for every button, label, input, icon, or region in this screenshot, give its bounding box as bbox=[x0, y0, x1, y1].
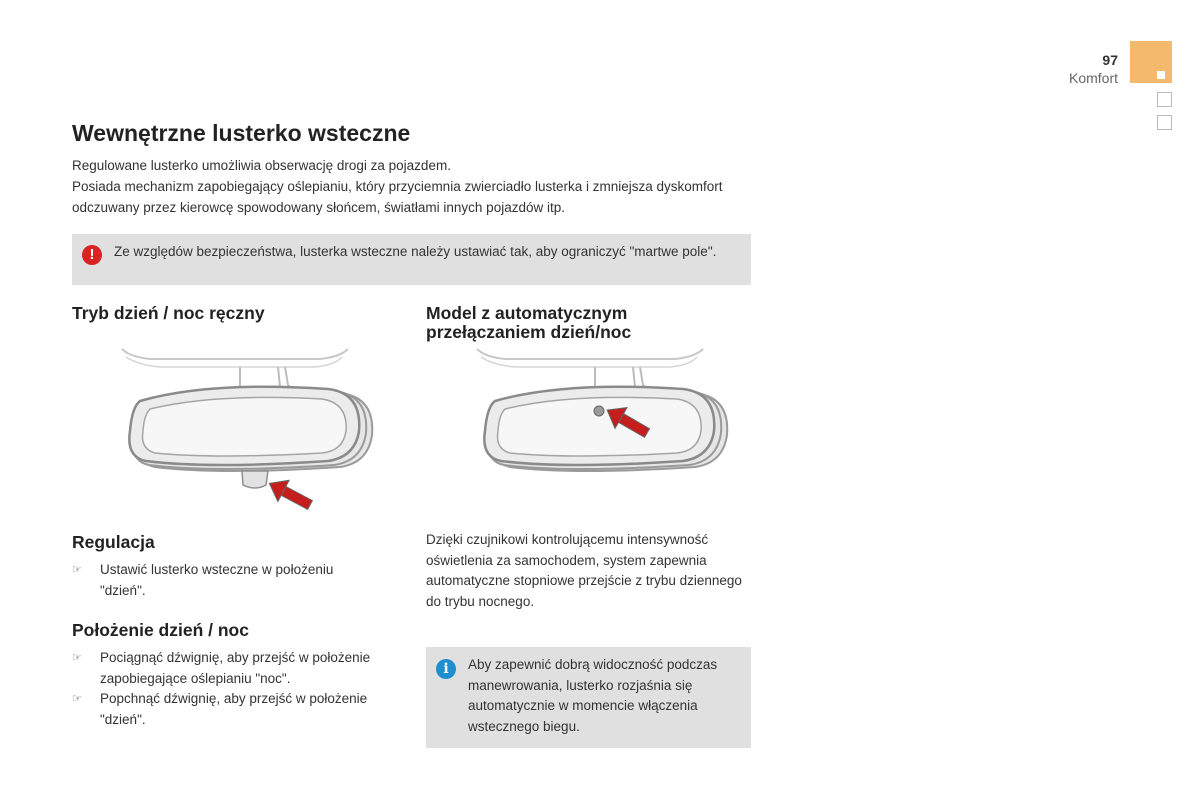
day-night-heading: Położenie dzień / noc bbox=[72, 620, 249, 640]
manual-mode-heading: Tryb dzień / noc ręczny bbox=[72, 303, 265, 323]
list-item-text: Popchnąć dźwignię, aby przejść w położenie "dzień". bbox=[100, 691, 368, 727]
section-tab-box bbox=[1157, 92, 1172, 107]
page-number: 97 bbox=[1102, 52, 1118, 68]
intro-paragraph: Regulowane lusterko umożliwia obserwację drogi za pojazdem. bbox=[72, 158, 451, 173]
warning-text: Ze względów bezpieczeństwa, lusterka wsteczne należy ustawiać tak, aby ograniczyć "martwe pole". bbox=[114, 244, 717, 259]
auto-mode-heading: Model z automatycznym przełączaniem dzień/noc bbox=[426, 303, 632, 342]
regulacja-list bbox=[72, 560, 382, 601]
info-box bbox=[426, 647, 751, 748]
list-item bbox=[72, 648, 397, 689]
list-item bbox=[72, 689, 397, 730]
intro-paragraph: Posiada mechanizm zapobiegający oślepianiu, który przyciemnia zwierciadło lusterka i zmniejsza dyskomfort odczuwany przez kierowcę spowodowany słońcem, światłami innych pojazdów itp. bbox=[72, 179, 723, 215]
info-text: Aby zapewnić dobrą widoczność podczas manewrowania, lusterko rozjaśnia się automatycznie w momencie włączenia wstecznego biegu. bbox=[468, 657, 718, 734]
regulacja-heading: Regulacja bbox=[72, 532, 155, 552]
exclamation-icon: ! bbox=[82, 245, 102, 265]
day-night-list bbox=[72, 648, 397, 730]
list-item-text: Pociągnąć dźwignię, aby przejść w położenie zapobiegające oślepianiu "noc". bbox=[100, 650, 371, 686]
section-name: Komfort bbox=[1068, 70, 1118, 86]
section-tab bbox=[1130, 41, 1172, 83]
auto-mode-description: Dzięki czujnikowi kontrolującemu intensywność oświetlenia za samochodem, system zapewnia automatyczne stopniowe przejście z trybu dziennego do trybu nocnego. bbox=[426, 532, 742, 609]
intro-text bbox=[72, 155, 762, 218]
page-title: Wewnętrzne lusterko wsteczne bbox=[72, 120, 411, 146]
section-tab-marker bbox=[1157, 71, 1165, 79]
section-tab-box bbox=[1157, 115, 1172, 130]
pointing-hand-icon: ☞ bbox=[72, 652, 82, 664]
list-item-text: Ustawić lusterko wsteczne w położeniu "dzień". bbox=[100, 562, 334, 598]
pointing-hand-icon: ☞ bbox=[72, 693, 82, 705]
info-icon: i bbox=[436, 659, 456, 679]
auto-mirror-illustration bbox=[465, 345, 745, 495]
pointing-hand-icon: ☞ bbox=[72, 564, 82, 576]
list-item bbox=[72, 560, 382, 601]
manual-mirror-illustration bbox=[110, 345, 390, 520]
warning-box bbox=[72, 234, 751, 285]
